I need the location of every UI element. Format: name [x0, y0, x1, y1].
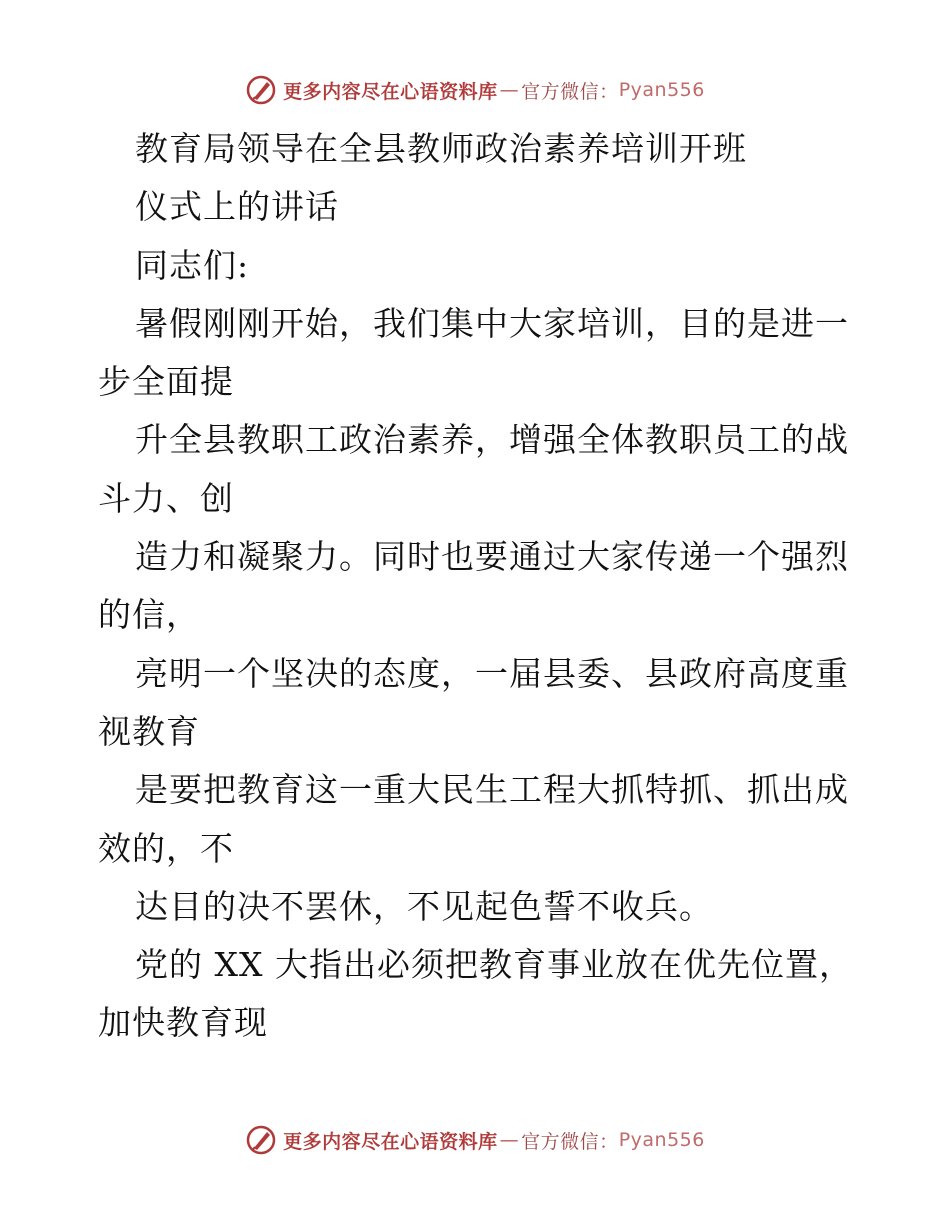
paragraph-line: 是要把教育这一重大民生工程大抓特抓、抓出成: [135, 770, 849, 810]
header-watermark: [0, 70, 950, 110]
watermark-brand-text: 更多内容尽在心语资料库: [283, 1130, 498, 1153]
paragraph-line: 造力和凝聚力。同时也要通过大家传递一个强烈: [135, 537, 849, 577]
footer-watermark: [0, 1120, 950, 1160]
document-body: [98, 120, 858, 1053]
paragraph-line: 达目的决不罢休，不见起色誓不收兵。: [135, 886, 713, 926]
paragraph-line: 的信，: [98, 595, 200, 635]
watermark-official-label: 官方微信：: [521, 1130, 619, 1153]
feather-pen-logo-icon: [245, 74, 277, 106]
paragraph-line: 升全县教职工政治素养，增强全体教职员工的战: [135, 420, 849, 460]
document-title-line-1: 教育局领导在全县教师政治素养培训开班: [135, 129, 747, 168]
paragraph-line: 党的 XX 大指出必须把教育事业放在优先位置，: [135, 945, 853, 985]
watermark-dash: —: [499, 79, 520, 101]
paragraph-line: 亮明一个坚决的态度，一届县委、县政府高度重: [135, 653, 849, 693]
paragraph-line: 加快教育现: [98, 1003, 268, 1043]
paragraph-line: 暑假刚刚开始，我们集中大家培训，目的是进一: [135, 303, 849, 343]
watermark-dash: —: [499, 1129, 520, 1151]
document-title-line-2: 仪式上的讲话: [135, 187, 339, 227]
watermark-handle: Pyan556: [618, 1129, 705, 1151]
feather-pen-logo-icon: [245, 1124, 277, 1156]
watermark-brand-text: 更多内容尽在心语资料库: [283, 80, 498, 103]
watermark-official-label: 官方微信：: [521, 80, 619, 103]
salutation: 同志们:: [135, 245, 250, 285]
watermark-handle: Pyan556: [618, 79, 705, 101]
paragraph-line: 效的，不: [98, 828, 234, 868]
paragraph-line: 视教育: [98, 711, 200, 751]
paragraph-line: 斗力、创: [98, 478, 234, 518]
paragraph-line: 步全面提: [98, 362, 234, 402]
